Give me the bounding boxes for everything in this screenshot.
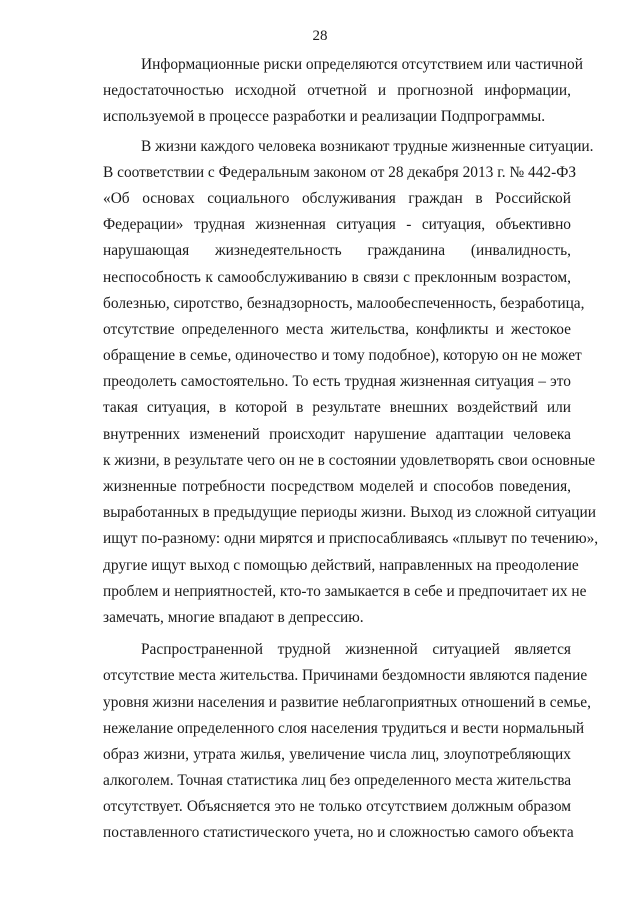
text-line: образ жизни, утрата жилья, увеличение числа лиц, злоупотребляющих [103,745,571,763]
text-line: обращение в семье, одиночество и тому подобное), которую он не может [103,347,582,365]
text-line: отсутствие места жительства. Причинами бездомности являются падение [103,667,588,685]
text-line: к жизни, в результате чего он не в состоянии удовлетворять свои основные [103,451,596,469]
page-number: 28 [312,28,328,44]
text-line: внутренних изменений происходит нарушение адаптации человека [103,425,571,443]
text-line: нежелание определенного слоя населения трудиться и вести нормальный [103,719,585,737]
text-line: Федерации» трудная жизненная ситуация - ситуация, объективно [103,216,571,234]
text-line: отсутствует. Объясняется это не только отсутствием должным образом [103,798,571,816]
text-line: ищут по-разному: одни мирятся и приспосабливаясь «плывут по течению», [103,530,599,548]
text-line: отсутствие определенного места жительства, конфликты и жестокое [103,320,571,338]
text-line: используемой в процессе разработки и реализации Подпрограммы. [103,108,546,126]
text-line: проблем и неприятностей, кто-то замыкается в себе и предпочитает их не [103,582,587,600]
text-line: другие ищут выход с помощью действий, направленных на преодоление [103,556,579,574]
text-line: преодолеть самостоятельно. То есть трудная жизненная ситуация – это [103,373,571,391]
text-line: такая ситуация, в которой в результате внешних воздействий или [103,399,571,417]
document-body [103,52,599,847]
text-line: В жизни каждого человека возникают трудные жизненные ситуации. [141,137,594,155]
text-line: болезнью, сиротство, безнадзорность, малообеспеченность, безработица, [103,294,585,312]
text-line: Распространенной трудной жизненной ситуацией является [141,641,571,659]
text-line: алкоголем. Точная статистика лиц без определенного места жительства [103,772,572,790]
text-line: недостаточностью исходной отчетной и прогнозной информации, [103,82,571,100]
text-line: выработанных в предыдущие периоды жизни. Выход из сложной ситуации [103,504,596,522]
text-line: жизненные потребности посредством моделей и способов поведения, [103,478,571,495]
text-line: замечать, многие впадают в депрессию. [103,608,364,626]
text-line: Информационные риски определяются отсутствием или частичной [141,56,583,73]
text-line: В соответствии с Федеральным законом от 28 декабря 2013 г. № 442-ФЗ [103,163,577,181]
text-line: нарушающая жизнедеятельность гражданина (инвалидность, [103,242,571,260]
text-line: неспособность к самообслуживанию в связи с преклонным возрастом, [103,268,571,286]
paragraph-homelessness [103,637,591,847]
text-line: поставленного статистического учета, но и сложностью самого объекта [103,824,574,842]
text-line: «Об основах социального обслуживания граждан в Российской [103,189,571,207]
paragraph-information-risks [103,52,583,131]
text-line: уровня жизни населения и развитие неблагоприятных отношений в семье, [103,693,591,711]
paragraph-difficult-situation [103,134,599,632]
